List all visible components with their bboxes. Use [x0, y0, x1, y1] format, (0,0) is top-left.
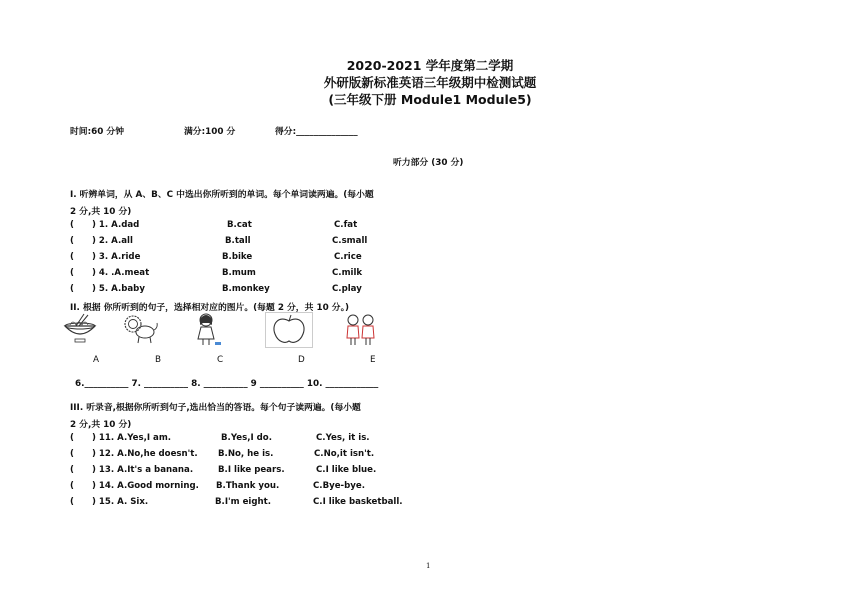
section3-instruction-cont: 2 分,共 10 分) [70, 420, 132, 430]
option-a: ) 4. .A.meat [92, 268, 150, 278]
picture-label-b: B [155, 355, 162, 365]
answer-paren: ( [70, 284, 74, 294]
answer-paren: ( [70, 220, 74, 230]
option-c: C.milk [332, 268, 363, 278]
option-b: B.tall [225, 236, 251, 246]
picture-label-d: D [298, 355, 305, 365]
answer-blanks: 6.__________ 7. __________ 8. __________ 9 __________ 10. ____________ [75, 379, 379, 389]
section1-instruction-cont: 2 分,共 10 分) [70, 207, 132, 217]
section3-instruction: III. 听录音,根据你所听到句子,选出恰当的答语。每个句子读两遍。(每小题 [70, 403, 361, 413]
option-a: ) 15. A. Six. [92, 497, 149, 507]
noodle-bowl-icon [62, 312, 98, 346]
picture-options [60, 312, 420, 348]
option-b: B.I'm eight. [215, 497, 272, 507]
option-c: C.I like blue. [316, 465, 377, 475]
time-label: 时间:60 分钟 [70, 127, 125, 137]
lion-icon [122, 312, 158, 346]
score-field: 得分:______________ [275, 127, 358, 137]
option-b: B.No, he is. [218, 449, 274, 459]
option-a: ) 13. A.It's a banana. [92, 465, 194, 475]
picture-label-e: E [370, 355, 376, 365]
answer-paren: ( [70, 465, 74, 475]
option-c: C.Bye-bye. [313, 481, 365, 491]
option-a: ) 5. A.baby [92, 284, 145, 294]
two-children-icon [343, 312, 379, 348]
picture-label-c: C [217, 355, 224, 365]
page-number: 1 [426, 562, 431, 570]
option-b: B.bike [222, 252, 253, 262]
option-a: ) 12. A.No,he doesn't. [92, 449, 198, 459]
option-b: B.Yes,I do. [221, 433, 272, 443]
option-c: C.fat [334, 220, 358, 230]
answer-paren: ( [70, 268, 74, 278]
doc-title-scope: (三年级下册 Module1 Module5) [328, 92, 532, 107]
option-c: C.rice [334, 252, 362, 262]
option-a: ) 2. A.all [92, 236, 133, 246]
answer-paren: ( [70, 252, 74, 262]
answer-paren: ( [70, 449, 74, 459]
listening-section-title: 听力部分 (30 分) [393, 158, 464, 168]
girl-icon [192, 312, 224, 348]
option-a: ) 1. A.dad [92, 220, 140, 230]
doc-title-term: 2020-2021 学年度第二学期 [346, 58, 514, 73]
option-c: C.Yes, it is. [316, 433, 370, 443]
apple-icon [265, 312, 313, 348]
option-b: B.cat [227, 220, 252, 230]
option-c: C.small [332, 236, 368, 246]
option-a: ) 14. A.Good morning. [92, 481, 199, 491]
doc-title-exam: 外研版新标准英语三年级期中检测试题 [323, 75, 537, 90]
option-c: C.play [332, 284, 362, 294]
answer-paren: ( [70, 433, 74, 443]
option-b: B.mum [222, 268, 256, 278]
answer-paren: ( [70, 497, 74, 507]
option-b: B.Thank you. [216, 481, 280, 491]
answer-paren: ( [70, 481, 74, 491]
answer-paren: ( [70, 236, 74, 246]
option-b: B.monkey [222, 284, 270, 294]
picture-label-a: A [93, 355, 100, 365]
option-b: B.I like pears. [218, 465, 285, 475]
option-a: ) 3. A.ride [92, 252, 141, 262]
option-c: C.No,it isn't. [314, 449, 375, 459]
option-c: C.I like basketball. [313, 497, 403, 507]
section1-instruction: I. 听辨单词，从 A、B、C 中选出你所听到的单词。每个单词读两遍。(每小题 [70, 190, 374, 200]
option-a: ) 11. A.Yes,I am. [92, 433, 172, 443]
full-score-label: 满分:100 分 [184, 127, 236, 137]
section2-instruction: II. 根据 你所听到的句子，选择相对应的图片。(每题 2 分，共 10 分。) [70, 303, 349, 313]
